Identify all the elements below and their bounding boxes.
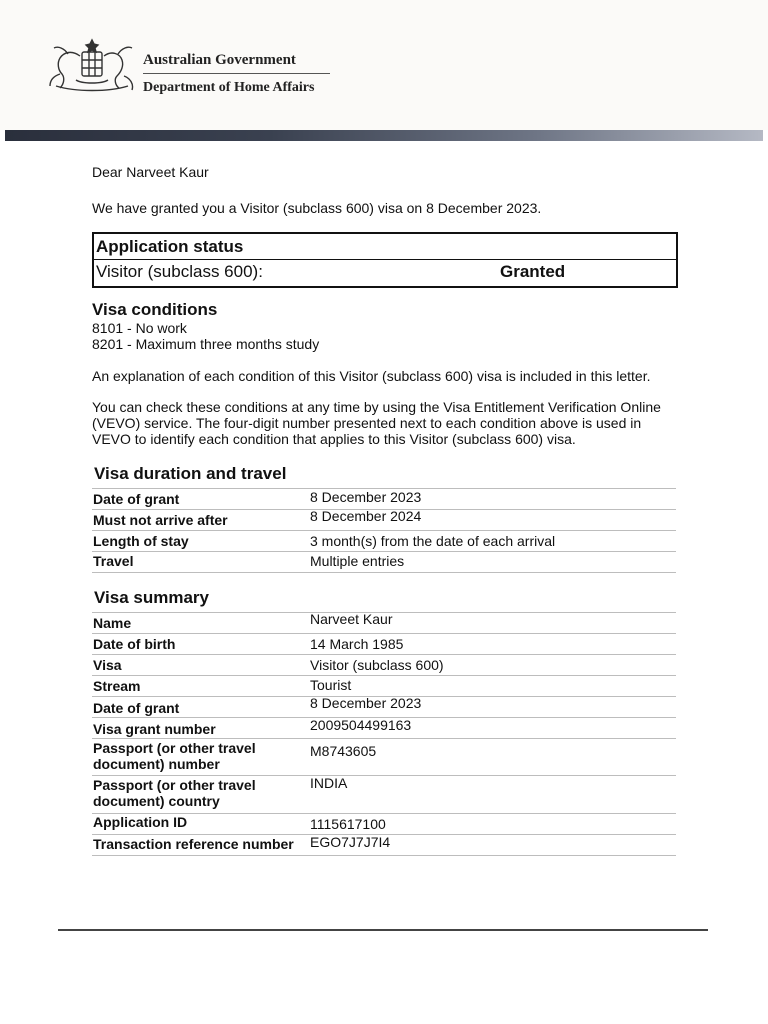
row-value: Visitor (subclass 600) [310, 657, 444, 673]
table-row [92, 718, 676, 739]
table-row [92, 552, 676, 573]
row-value: 8 December 2024 [310, 508, 422, 524]
row-value: Tourist [310, 677, 352, 693]
row-label: Passport (or other travel document) number [93, 740, 256, 772]
salutation: Dear Narveet Kaur [92, 164, 209, 180]
visa-conditions-list [92, 320, 319, 352]
row-value: 1115617100 [310, 816, 386, 832]
row-value: M8743605 [310, 743, 377, 759]
condition-item: 8201 - Maximum three months study [92, 336, 320, 352]
coat-of-arms-logo [46, 36, 138, 98]
condition-item: 8101 - No work [92, 320, 187, 336]
table-row [92, 739, 676, 776]
visa-conditions-heading: Visa conditions [92, 300, 218, 319]
table-row [92, 613, 676, 634]
row-label: Passport (or other travel document) country [93, 777, 256, 809]
row-label: Date of birth [93, 636, 176, 652]
vevo-paragraph: You can check these conditions at any time by using the Visa Entitlement Verification Online (VEVO) service. The four-digit number presented next to each condition above is used in VEVO to identify each condition that applies to this Visitor (subclass 600) visa. [92, 399, 661, 447]
visa-summary-heading: Visa summary [94, 588, 209, 607]
row-label: Date of grant [93, 491, 180, 507]
row-label: Transaction reference number [93, 836, 294, 852]
header-divider [143, 73, 330, 74]
row-value: 2009504499163 [310, 717, 412, 733]
row-value: EGO7J7J7I4 [310, 834, 391, 850]
table-row [92, 697, 676, 718]
row-label: Length of stay [93, 533, 189, 549]
row-label: Application ID [93, 814, 188, 830]
table-row [92, 835, 676, 856]
row-label: Visa grant number [93, 721, 216, 737]
row-label: Stream [93, 678, 141, 694]
conditions-explanation: An explanation of each condition of this Visitor (subclass 600) visa is included in this letter. [92, 368, 651, 384]
table-row [92, 531, 676, 552]
row-label: Must not arrive after [93, 512, 228, 528]
row-value: 3 month(s) from the date of each arrival [310, 533, 556, 549]
row-label: Travel [93, 553, 134, 569]
table-row [92, 676, 676, 697]
footer-divider [58, 929, 708, 931]
row-value: 8 December 2023 [310, 489, 422, 505]
header-banner-bar [5, 130, 763, 141]
table-row [92, 655, 676, 676]
department-name: Department of Home Affairs [143, 80, 315, 95]
row-label: Date of grant [93, 700, 180, 716]
row-label: Name [93, 615, 132, 631]
table-row [92, 489, 676, 510]
table-row [92, 814, 676, 835]
table-row [92, 634, 676, 655]
visa-summary-table [92, 612, 676, 856]
row-value: 8 December 2023 [310, 695, 422, 711]
status-visa-label: Visitor (subclass 600): [96, 262, 263, 281]
row-value: INDIA [310, 775, 348, 791]
status-value: Granted [500, 262, 566, 281]
status-divider [94, 259, 676, 260]
table-row [92, 776, 676, 814]
row-value: Multiple entries [310, 553, 405, 569]
visa-duration-heading: Visa duration and travel [94, 464, 287, 483]
row-label: Visa [93, 657, 122, 673]
row-value: Narveet Kaur [310, 611, 393, 627]
government-name: Australian Government [143, 52, 296, 68]
grant-statement: We have granted you a Visitor (subclass 600) visa on 8 December 2023. [92, 200, 542, 216]
letterhead [0, 0, 768, 130]
row-value: 14 March 1985 [310, 636, 404, 652]
visa-duration-table [92, 488, 676, 573]
application-status-box [92, 232, 678, 288]
application-status-title: Application status [96, 237, 244, 256]
table-row [92, 510, 676, 531]
